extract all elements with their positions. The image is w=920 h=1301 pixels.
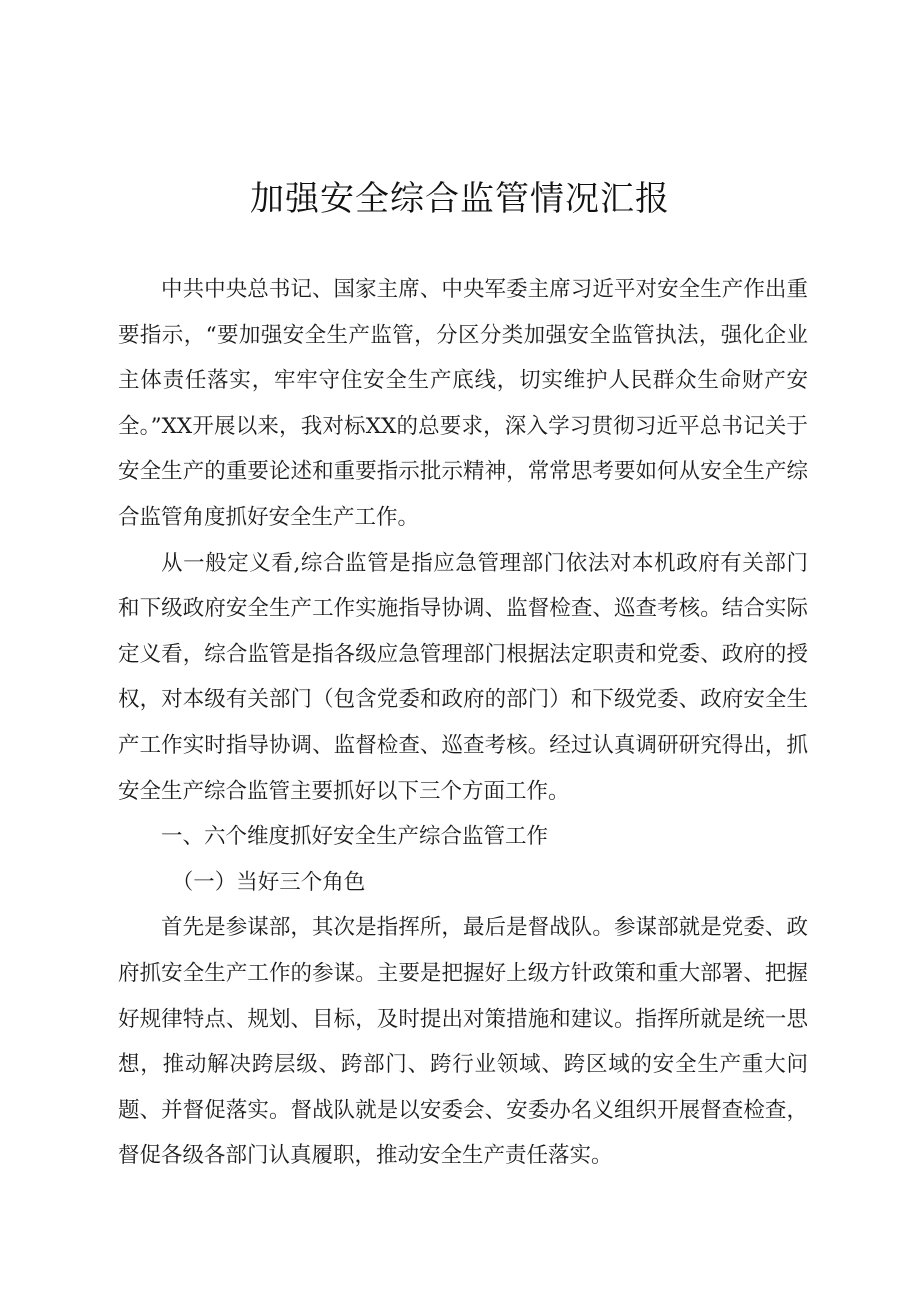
document-title: 加强安全综合监管情况汇报	[250, 179, 670, 219]
roles-paragraph: 首先是参谋部，其次是指挥所，最后是督战队。参谋部就是党委、政府抓安全生产工作的参谋。主要是把握好上级方针政策和重大部署、把握好规律特点、规划、目标，及时提出对策措施和建议。指挥所就是统一思想，推动解决跨层级、跨部门、跨行业领域、跨区域的安全生产重大问题、并督促落实。督战队就是以安委会、安委办名义组织开展督查检查，督促各级各部门认真履职，推动安全生产责任落实。	[118, 915, 808, 1169]
section-heading: 一、六个维度抓好安全生产综合监管工作	[161, 824, 549, 850]
subsection-heading: （一）当好三个角色	[171, 869, 366, 895]
intro-paragraph: 中共中央总书记、国家主席、中央军委主席习近平对安全生产作出重要指示，“要加强安全生产监管，分区分类加强安全监管执法，强化企业主体责任落实，牢牢守住安全生产底线，切实维护人民群众生命财产安全。”XX开展以来，我对标XX的总要求，深入学习贯彻习近平总书记关于安全生产的重要论述和重要指示批示精神，常常思考要如何从安全生产综合监管角度抓好安全生产工作。	[118, 277, 808, 530]
definition-paragraph: 从一般定义看,综合监管是指应急管理部门依法对本机政府有关部门和下级政府安全生产工作实施指导协调、监督检查、巡查考核。结合实际定义看，综合监管是指各级应急管理部门根据法定职责和党委、政府的授权，对本级有关部门（包含党委和政府的部门）和下级党委、政府安全生产工作实时指导协调、监督检查、巡查考核。经过认真调研研究得出，抓安全生产综合监管主要抓好以下三个方面工作。	[118, 550, 808, 804]
document-body	[118, 267, 808, 1179]
